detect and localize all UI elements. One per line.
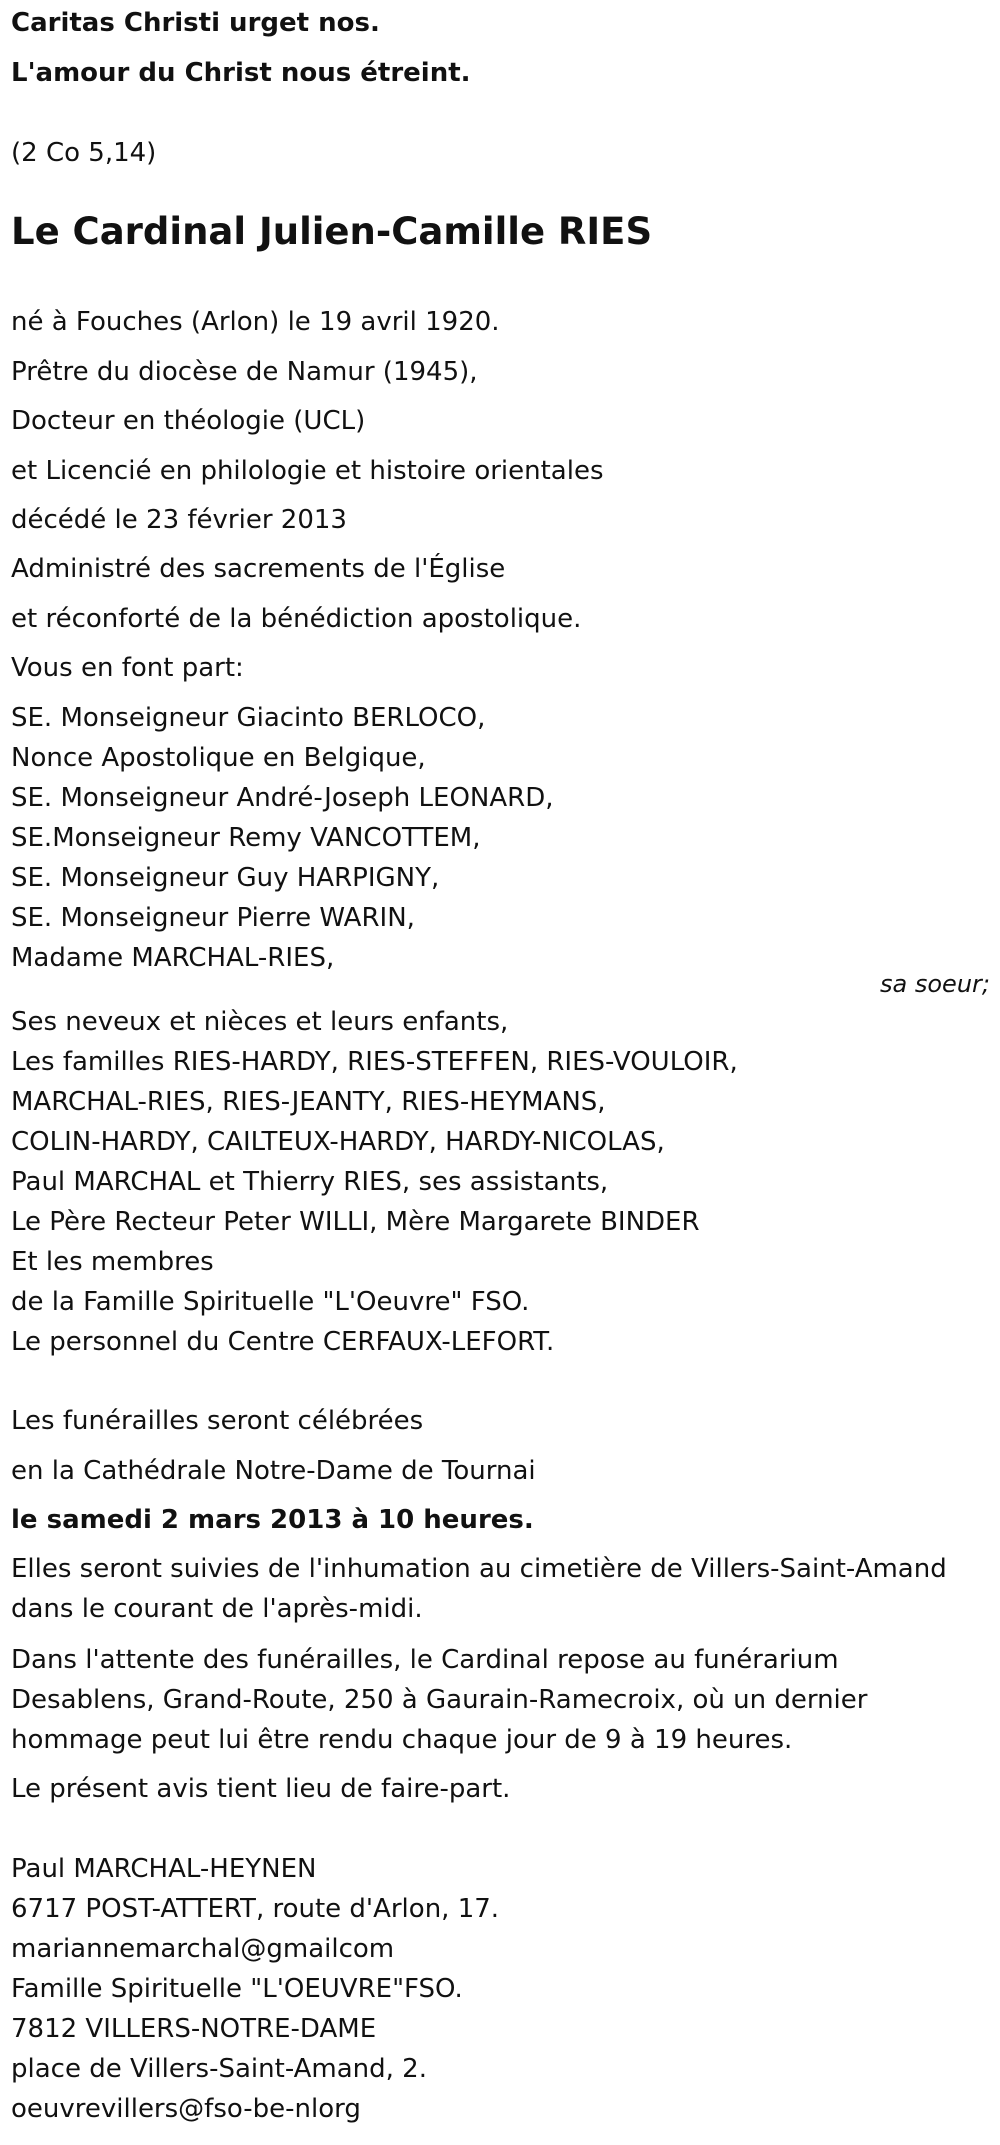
burial-line: dans le courant de l'après-midi.: [11, 1594, 423, 1624]
contact-email: mariannemarchal@gmailcom: [11, 1934, 395, 1964]
funeral-line: Les funérailles seront célébrées: [11, 1406, 424, 1436]
bio-line: décédé le 23 février 2013: [11, 505, 347, 535]
mourner-line: de la Famille Spirituelle "L'Oeuvre" FSO.: [11, 1287, 530, 1317]
mourner-line: SE. Monseigneur Giacinto BERLOCO,: [11, 703, 486, 733]
contact-line: Paul MARCHAL-HEYNEN: [11, 1854, 317, 1884]
bible-reference: (2 Co 5,14): [11, 138, 157, 168]
bio-line: Prêtre du diocèse de Namur (1945),: [11, 357, 478, 387]
contact-line: 7812 VILLERS-NOTRE-DAME: [11, 2014, 377, 2044]
mourner-line: Madame MARCHAL-RIES,: [11, 943, 335, 973]
mourner-line: Le Père Recteur Peter WILLI, Mère Margarete BINDER: [11, 1207, 700, 1237]
mourner-line: SE. Monseigneur Pierre WARIN,: [11, 903, 415, 933]
relation-label: sa soeur;: [880, 970, 990, 998]
contact-line: Famille Spirituelle "L'OEUVRE"FSO.: [11, 1974, 463, 2004]
mourner-line: SE. Monseigneur Guy HARPIGNY,: [11, 863, 440, 893]
mourner-line: Nonce Apostolique en Belgique,: [11, 743, 426, 773]
bio-line: et Licencié en philologie et histoire orientales: [11, 456, 604, 486]
mourner-line: Les familles RIES-HARDY, RIES-STEFFEN, RIES-VOULOIR,: [11, 1047, 738, 1077]
mourner-line: MARCHAL-RIES, RIES-JEANTY, RIES-HEYMANS,: [11, 1087, 606, 1117]
contact-line: 6717 POST-ATTERT, route d'Arlon, 17.: [11, 1894, 500, 1924]
mourner-line: SE.Monseigneur Remy VANCOTTEM,: [11, 823, 481, 853]
mourner-line: Et les membres: [11, 1247, 214, 1277]
viewing-line: hommage peut lui être rendu chaque jour de 9 à 19 heures.: [11, 1725, 793, 1755]
motto-latin: Caritas Christi urget nos.: [11, 8, 380, 38]
bio-line: Docteur en théologie (UCL): [11, 406, 366, 436]
motto-french: L'amour du Christ nous étreint.: [11, 58, 471, 88]
mourner-line: COLIN-HARDY, CAILTEUX-HARDY, HARDY-NICOLAS,: [11, 1127, 665, 1157]
contact-email: oeuvrevillers@fso-be-nlorg: [11, 2094, 361, 2124]
contact-line: place de Villers-Saint-Amand, 2.: [11, 2054, 427, 2084]
bio-line: né à Fouches (Arlon) le 19 avril 1920.: [11, 307, 500, 337]
mourner-line: Ses neveux et nièces et leurs enfants,: [11, 1007, 509, 1037]
bio-line: Administré des sacrements de l'Église: [11, 554, 506, 584]
funeral-line: en la Cathédrale Notre-Dame de Tournai: [11, 1456, 536, 1486]
viewing-line: Dans l'attente des funérailles, le Cardinal repose au funérarium: [11, 1645, 839, 1675]
viewing-line: Desablens, Grand-Route, 250 à Gaurain-Ramecroix, où un dernier: [11, 1685, 868, 1715]
burial-line: Elles seront suivies de l'inhumation au cimetière de Villers-Saint-Amand: [11, 1554, 947, 1584]
page-title: Le Cardinal Julien-Camille RIES: [11, 210, 653, 253]
notice-line: Le présent avis tient lieu de faire-part.: [11, 1774, 511, 1804]
mourner-line: Le personnel du Centre CERFAUX-LEFORT.: [11, 1327, 555, 1357]
funeral-date: le samedi 2 mars 2013 à 10 heures.: [11, 1505, 534, 1535]
mourner-line: SE. Monseigneur André-Joseph LEONARD,: [11, 783, 554, 813]
bio-line: et réconforté de la bénédiction apostolique.: [11, 604, 582, 634]
bio-line: Vous en font part:: [11, 653, 244, 683]
mourner-line: Paul MARCHAL et Thierry RIES, ses assistants,: [11, 1167, 609, 1197]
